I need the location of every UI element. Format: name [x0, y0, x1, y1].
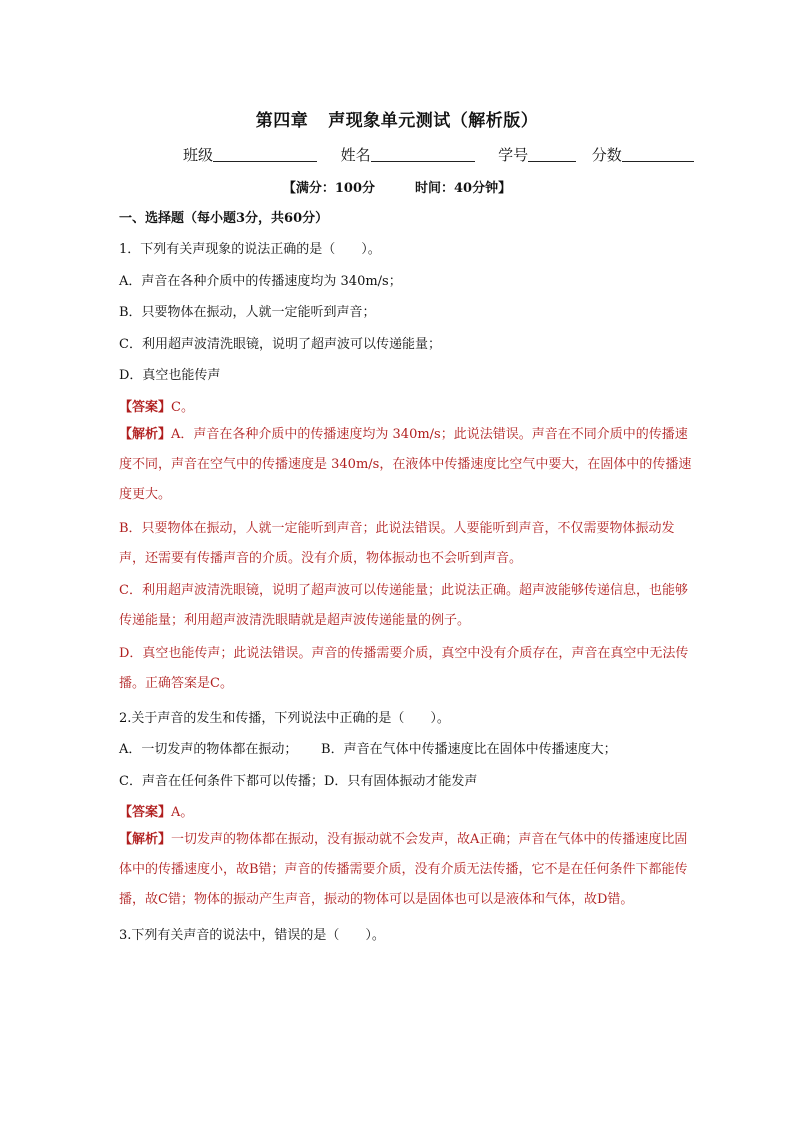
q1-analysis-tag: 【解析】: [119, 427, 172, 442]
document-title: [0, 106, 794, 131]
q1-analysis-d: D．真空也能传声；此说法错误。声音的传播需要介质，真空中没有介质存在，声音在真空中无法传播。正确答案是C。: [119, 646, 689, 691]
q3-stem: 3.下列有关声音的说法中，错误的是（ ）。: [119, 928, 385, 943]
title-text: 声现象单元测试（解析版）: [328, 111, 539, 131]
id-blank[interactable]: [528, 146, 576, 162]
q1-analysis-c: C．利用超声波清洗眼镜，说明了超声波可以传递能量；此说法正确。超声波能够传递信息，也能够传递能量；利用超声波清洗眼睛就是超声波传递能量的例子。: [119, 583, 688, 628]
class-blank[interactable]: [213, 146, 317, 162]
q2-stem: 2.关于声音的发生和传播，下列说法中正确的是（ ）。: [119, 711, 450, 726]
q1-option-b: B．只要物体在振动，人就一定能听到声音；: [119, 305, 376, 320]
q1-option-d: D．真空也能传声: [119, 368, 221, 383]
q2-answer: [119, 801, 193, 820]
q2-analysis-tag: 【解析】: [119, 832, 172, 847]
full-score: 【满分：100分: [282, 181, 376, 196]
student-info-row: [183, 144, 694, 165]
q2-answer-tag: 【答案】: [119, 805, 172, 820]
q1-option-c: C．利用超声波清洗眼镜，说明了超声波可以传递能量；: [119, 337, 441, 352]
name-label: 姓名: [340, 146, 371, 164]
q2-analysis: [119, 825, 700, 915]
section-heading: 一、选择题（每小题3分，共60分）: [119, 211, 329, 226]
class-label: 班级: [183, 146, 214, 164]
exam-meta: [0, 177, 794, 196]
q2-answer-value: A。: [171, 805, 194, 820]
score-blank[interactable]: [622, 146, 694, 162]
q1-answer-tag: 【答案】: [119, 400, 172, 415]
time-limit: 时间：40分钟】: [415, 181, 512, 196]
q2-options-ab: A．一切发声的物体都在振动； B．声音在气体中传播速度比在固体中传播速度大；: [119, 742, 617, 757]
q2-analysis-text: 一切发声的物体都在振动，没有振动就不会发声，故A正确；声音在气体中的传播速度比固体中的传播速度小，故B错；声音的传播需要介质，没有介质无法传播，它不是在任何条件下都能传播，故C错；物体的振动产生声音，振动的物体可以是固体也可以是液体和气体，故D错。: [119, 832, 688, 907]
q1-analysis-a-text: A．声音在各种介质中的传播速度均为 340m/s；此说法错误。声音在不同介质中的传播速度不同，声音在空气中的传播速度是 340m/s，在液体中传播速度比空气中要大，在固体中的传播速度更大。: [119, 427, 692, 502]
q1-analysis-b: B．只要物体在振动，人就一定能听到声音；此说法错误。人要能听到声音，不仅需要物体振动发声，还需要有传播声音的介质。没有介质，物体振动也不会听到声音。: [119, 521, 675, 566]
q1-answer: [119, 396, 194, 415]
q1-option-a: A．声音在各种介质中的传播速度均为 340m/s；: [119, 274, 402, 289]
q2-options-cd: C．声音在任何条件下都可以传播；D．只有固体振动才能发声: [119, 774, 478, 789]
name-blank[interactable]: [371, 146, 475, 162]
q1-answer-value: C。: [171, 400, 194, 415]
q1-stem: 1．下列有关声现象的说法正确的是（ ）。: [119, 242, 381, 257]
q1-analysis-a: [119, 420, 700, 510]
chapter-label: 第四章: [255, 111, 309, 131]
score-label: 分数: [591, 146, 622, 164]
id-label: 学号: [498, 146, 529, 164]
